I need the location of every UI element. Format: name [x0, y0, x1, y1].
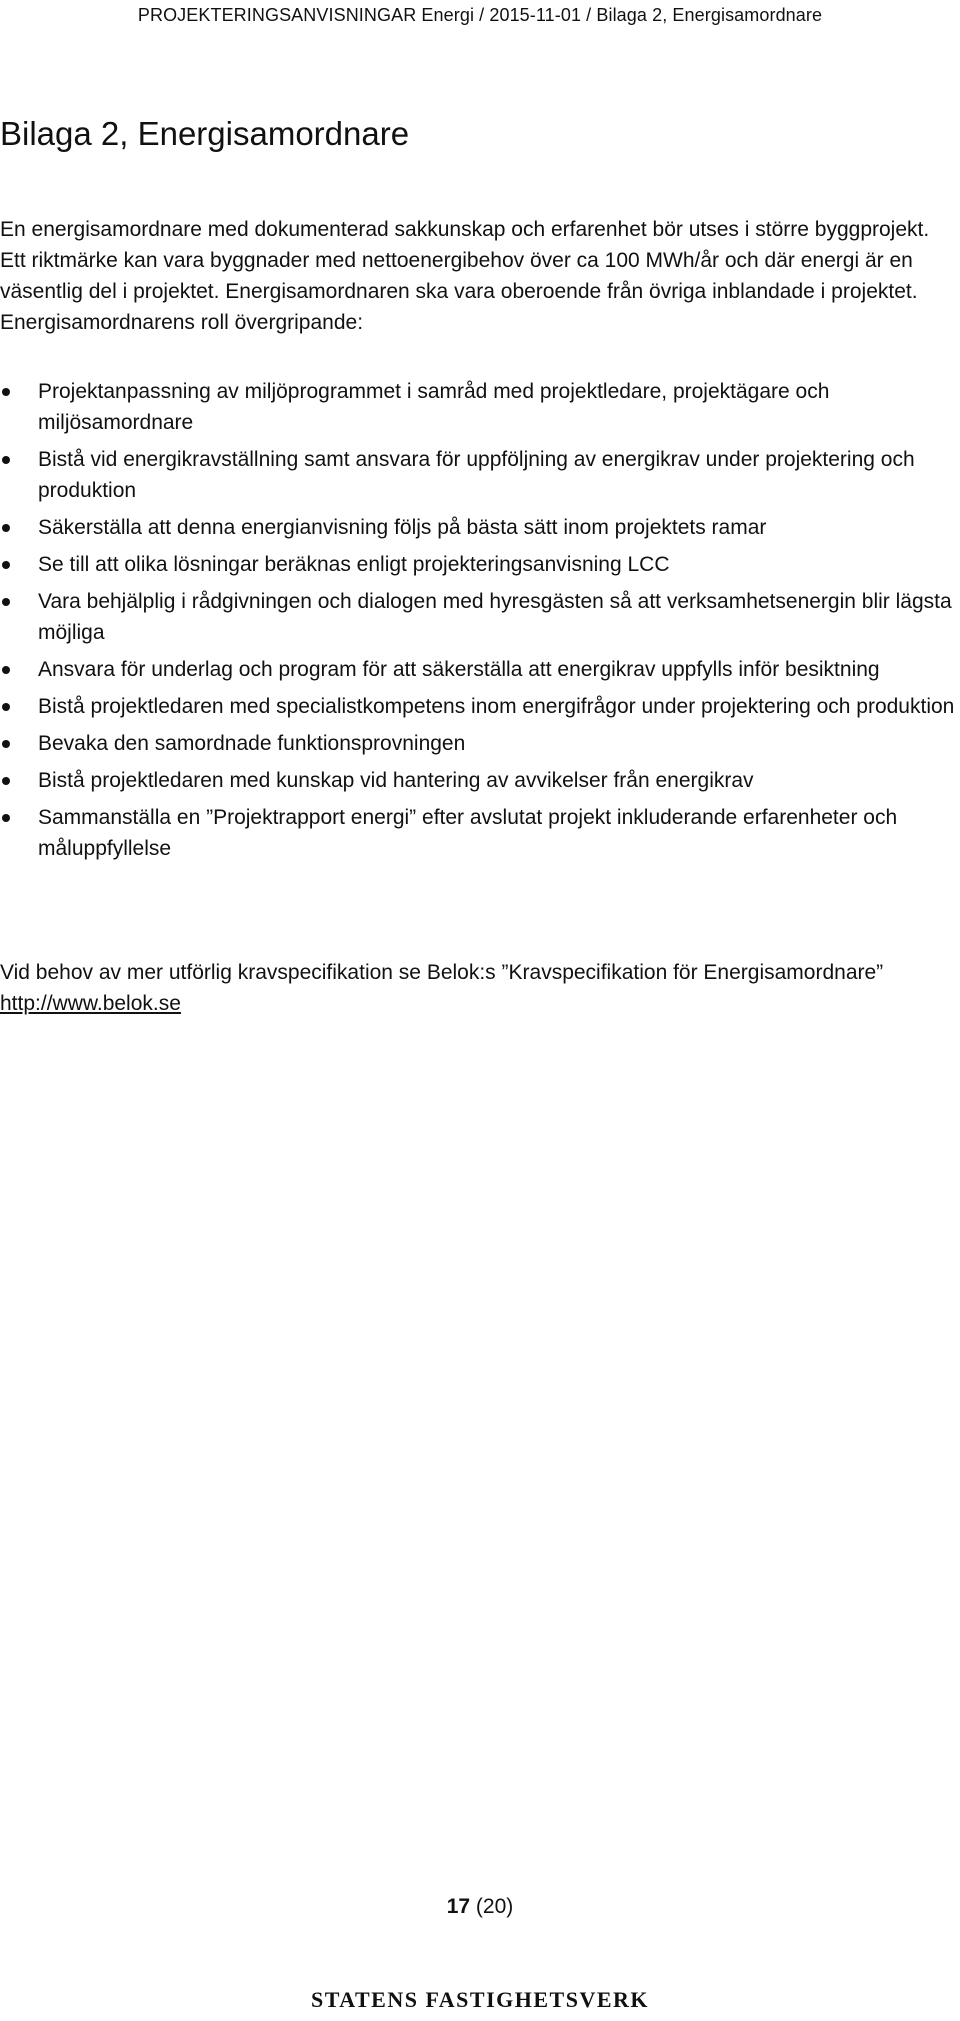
list-item	[0, 444, 960, 506]
list-item-text: Bistå vid energikravställning samt ansvara för uppföljning av energikrav under projektering och produktion	[38, 448, 915, 502]
role-list	[0, 376, 960, 870]
list-item-text: Ansvara för underlag och program för att säkerställa att energikrav uppfylls inför besiktning	[38, 658, 880, 681]
list-item	[0, 765, 960, 796]
footer-brand-logo: STATENS FASTIGHETSVERK	[310, 1987, 650, 2012]
bullet-icon	[2, 666, 10, 674]
bullet-icon	[2, 598, 10, 606]
list-item	[0, 586, 960, 648]
list-item-text: Bistå projektledaren med specialistkompetens inom energifrågor under projektering och produktion	[38, 695, 955, 718]
list-item	[0, 802, 960, 864]
list-item-text: Bistå projektledaren med kunskap vid hantering av avvikelser från energikrav	[38, 769, 754, 792]
belok-link[interactable]: http://www.belok.se	[0, 992, 181, 1015]
list-item-text: Projektanpassning av miljöprogrammet i samråd med projektledare, projektägare och miljösamordnare	[38, 380, 830, 434]
bullet-icon	[2, 524, 10, 532]
bullet-icon	[2, 388, 10, 396]
list-item-text: Vara behjälplig i rådgivningen och dialogen med hyresgästen så att verksamhetsenergin blir lägsta möjliga	[38, 590, 952, 644]
list-item	[0, 549, 960, 580]
bullet-icon	[2, 561, 10, 569]
bullet-icon	[2, 703, 10, 711]
page-current: 17	[446, 1895, 471, 1918]
page-title: Bilaga 2, Energisamordnare	[0, 115, 410, 152]
page-total: (20)	[475, 1895, 514, 1918]
closing-paragraph	[0, 957, 960, 1019]
list-item-text: Sammanställa en ”Projektrapport energi” efter avslutat projekt inkluderande erfarenheter och måluppfyllelse	[38, 806, 898, 860]
bullet-icon	[2, 456, 10, 464]
list-item-text: Säkerställa att denna energianvisning följs på bästa sätt inom projektets ramar	[38, 516, 767, 539]
closing-text: Vid behov av mer utförlig kravspecifikation se Belok:s ”Kravspecifikation för Energisamordnare”	[0, 961, 884, 984]
running-header: PROJEKTERINGSANVISNINGAR Energi / 2015-11-01 / Bilaga 2, Energisamordnare	[137, 5, 823, 25]
bullet-icon	[2, 777, 10, 785]
list-item	[0, 691, 960, 722]
intro-paragraph: En energisamordnare med dokumenterad sakkunskap och erfarenhet bör utses i större byggprojekt. Ett riktmärke kan vara byggnader med nettoenergibehov över ca 100 MWh/år och där energi är en väsentlig del i projektet. Energisamordnaren ska vara oberoende från övriga inblandade i projektet. Energisamordnarens roll övergripande:	[0, 218, 930, 334]
page-number	[0, 1893, 960, 1921]
list-item	[0, 512, 960, 543]
list-item	[0, 654, 960, 685]
bullet-icon	[2, 814, 10, 822]
list-item	[0, 376, 960, 438]
bullet-icon	[2, 740, 10, 748]
list-item-text: Se till att olika lösningar beräknas enligt projekteringsanvisning LCC	[38, 553, 670, 576]
list-item	[0, 728, 960, 759]
list-item-text: Bevaka den samordnade funktionsprovningen	[38, 732, 466, 755]
